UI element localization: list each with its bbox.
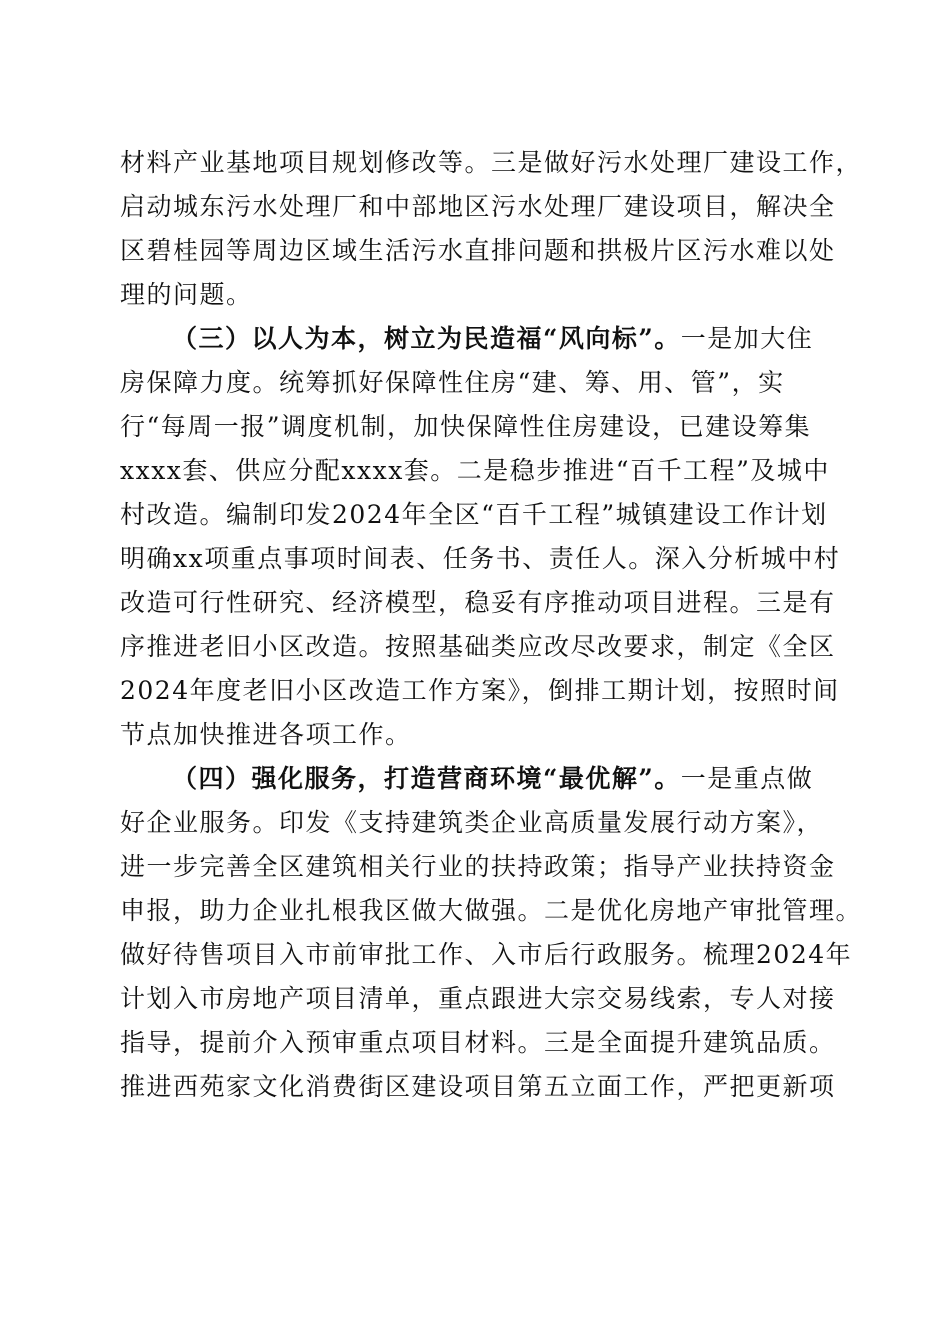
section-heading-line xyxy=(172,317,813,361)
text-line: 好企业服务。印发《支持建筑类企业高质量发展行动方案》， xyxy=(120,808,824,837)
text-line: 推进西苑家文化消费街区建设项目第五立面工作，严把更新项 xyxy=(120,1072,836,1101)
text-line: 指导，提前介入预审重点项目材料。三是全面提升建筑品质。 xyxy=(120,1028,836,1057)
text-line: 理的问题。 xyxy=(120,280,253,309)
text-line: 行“每周一报”调度机制，加快保障性住房建设，已建设筹集 xyxy=(120,412,812,441)
text-line: 做好待售项目入市前审批工作、入市后行政服务。梳理2024年 xyxy=(120,940,853,969)
text-line: 改造可行性研究、经济模型，稳妥有序推动项目进程。三是有 xyxy=(120,588,836,617)
text-line: 序推进老旧小区改造。按照基础类应改尽改要求，制定《全区 xyxy=(120,632,836,661)
text-line: 2024年度老旧小区改造工作方案》，倒排工期计划，按照时间 xyxy=(120,676,840,705)
text-line: 材料产业基地项目规划修改等。三是做好污水处理厂建设工作， xyxy=(120,148,863,177)
text-line: 计划入市房地产项目清单，重点跟进大宗交易线索，专人对接 xyxy=(120,984,836,1013)
text-line: 进一步完善全区建筑相关行业的扶持政策；指导产业扶持资金 xyxy=(120,852,836,881)
section-heading: （三）以人为本，树立为民造福“风向标”。 xyxy=(172,324,681,353)
text-run: 一是重点做 xyxy=(680,764,814,793)
text-line: 启动城东污水处理厂和中部地区污水处理厂建设项目，解决全 xyxy=(120,192,836,221)
text-line: 申报，助力企业扎根我区做大做强。二是优化房地产审批管理。 xyxy=(120,896,863,925)
text-line: 明确xx项重点事项时间表、任务书、责任人。深入分析城中村 xyxy=(120,544,841,573)
section-heading-line xyxy=(172,757,813,801)
text-line: 节点加快推进各项工作。 xyxy=(120,720,412,749)
text-line: 区碧桂园等周边区域生活污水直排问题和拱极片区污水难以处 xyxy=(120,236,836,265)
text-line: 房保障力度。统筹抓好保障性住房“建、筹、用、管”，实 xyxy=(120,368,785,397)
section-heading: （四）强化服务，打造营商环境“最优解”。 xyxy=(172,764,681,793)
text-run: 一是加大住 xyxy=(680,324,814,353)
text-line: 村改造。编制印发2024年全区“百千工程”城镇建设工作计划 xyxy=(120,500,828,529)
text-line: xxxx套、供应分配xxxx套。二是稳步推进“百千工程”及城中 xyxy=(120,456,830,485)
